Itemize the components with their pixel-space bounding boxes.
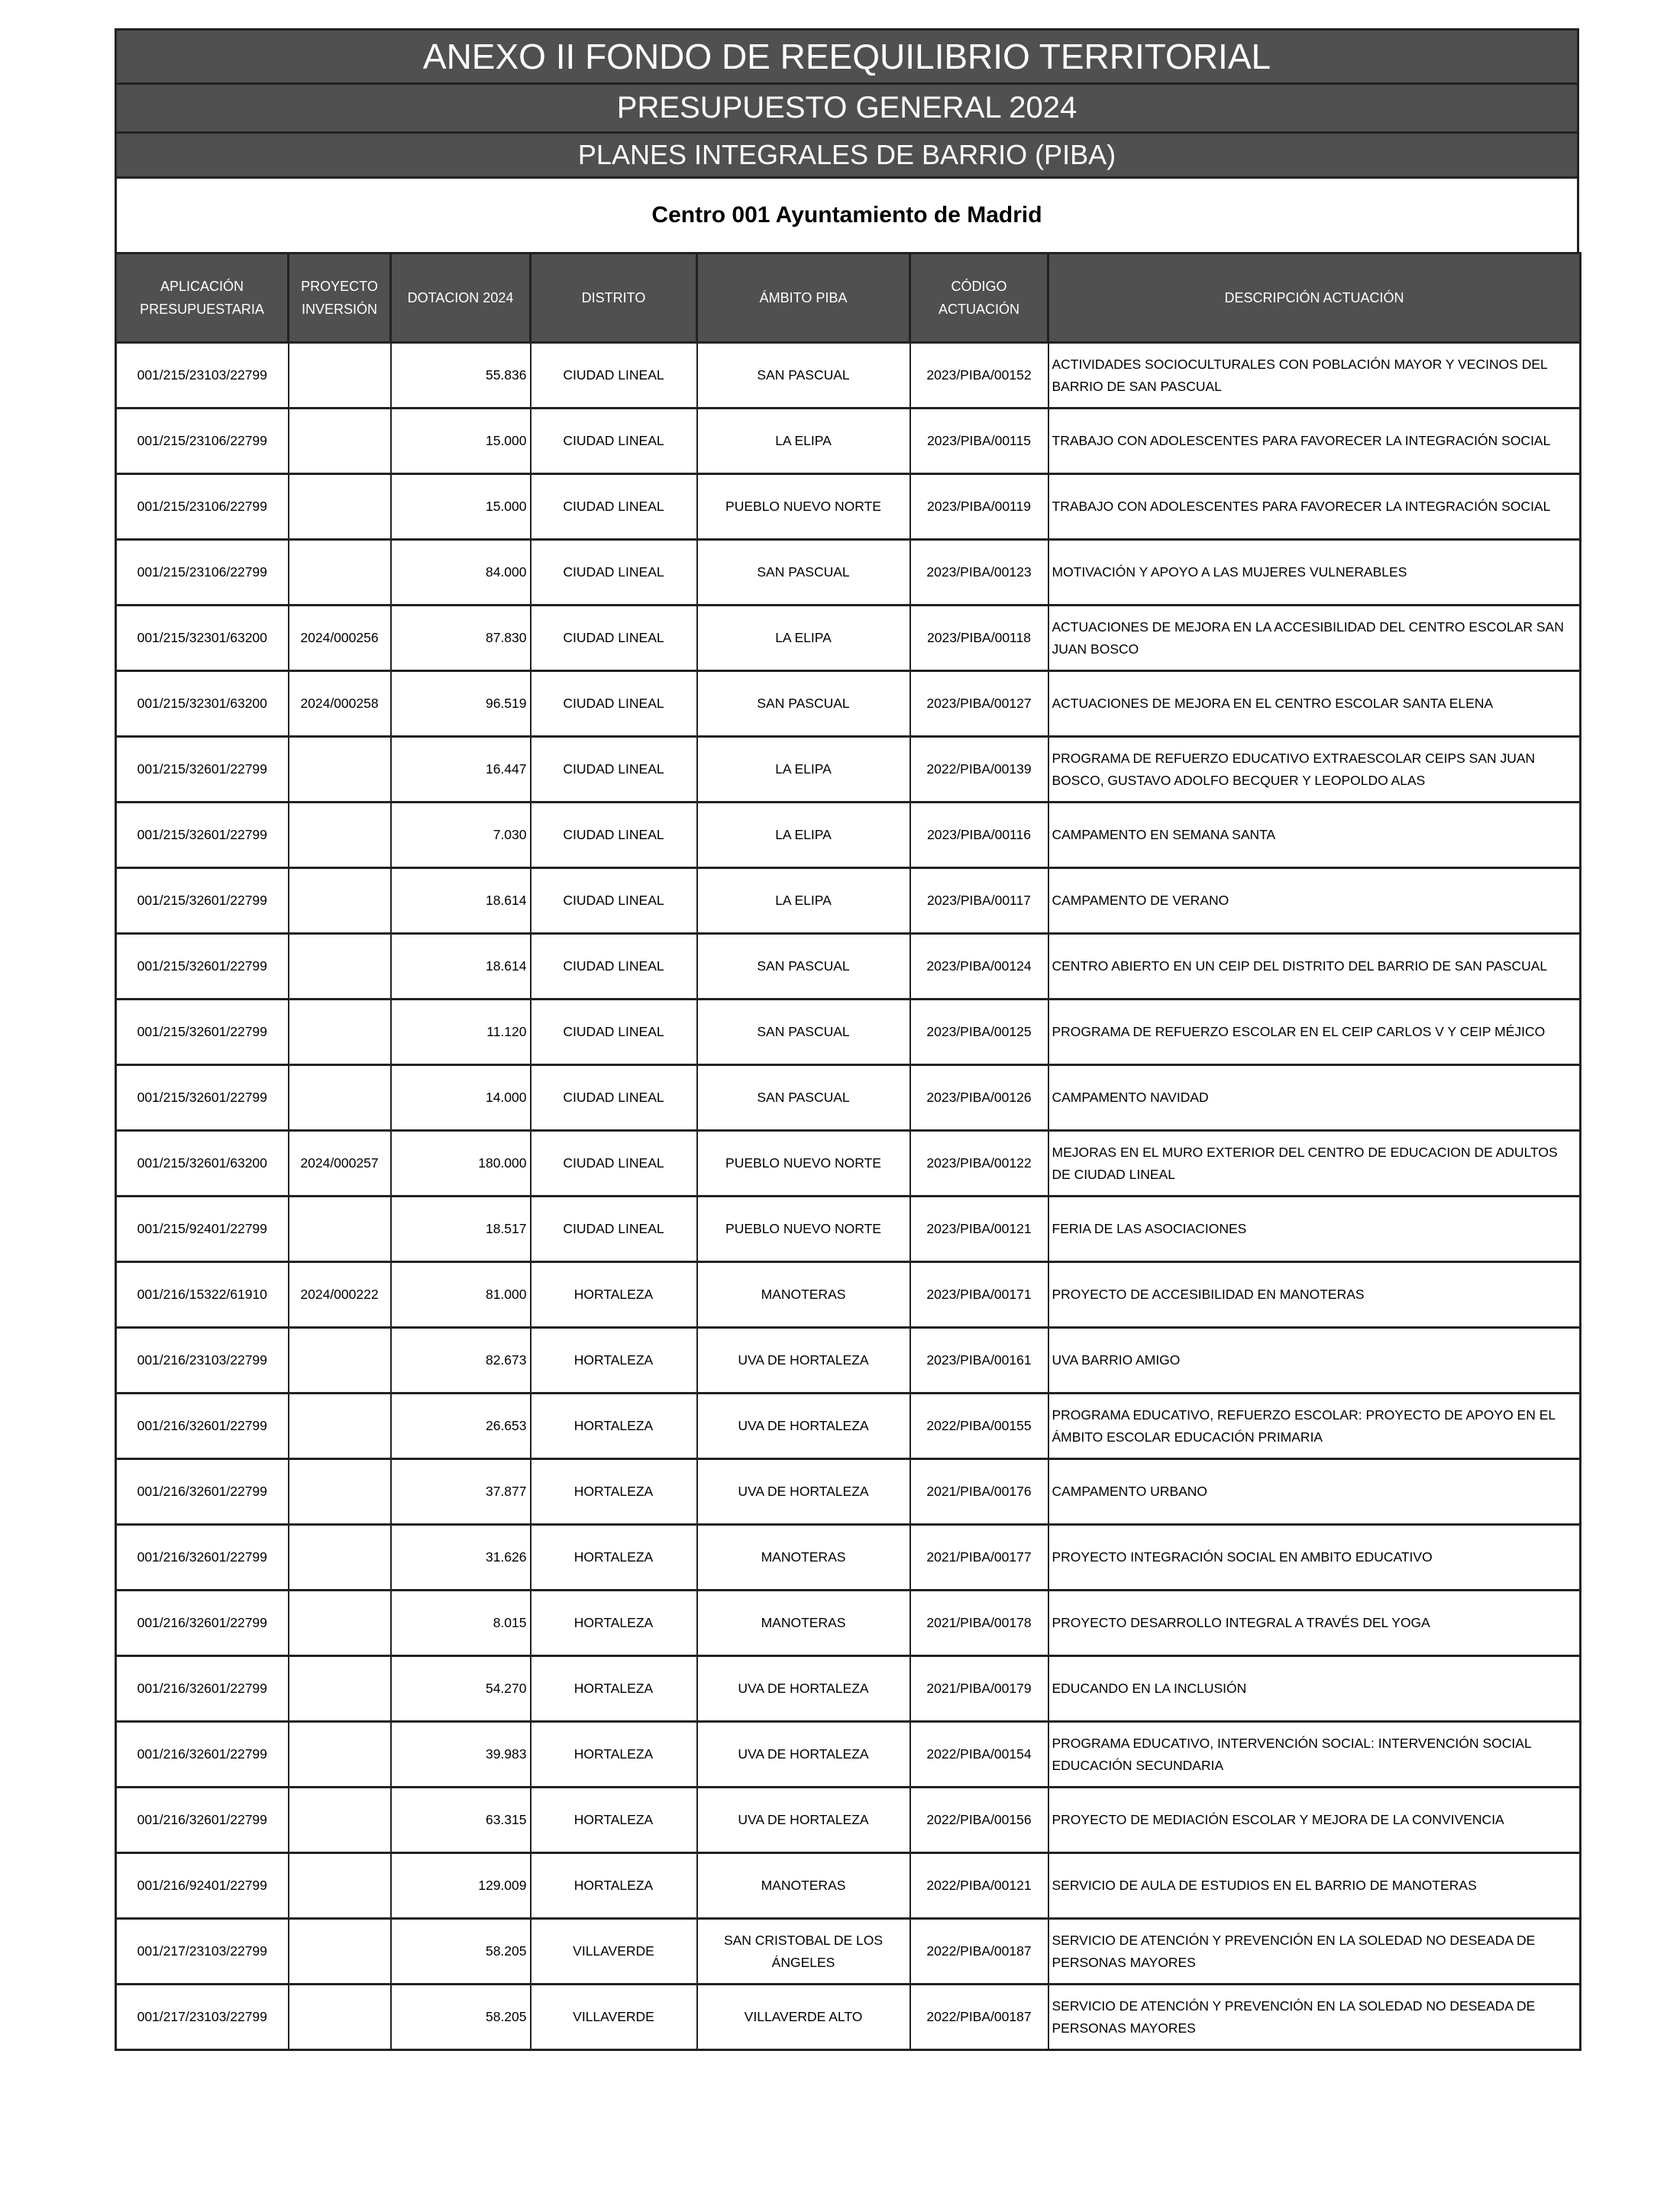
dotacion-cell: 7.030: [391, 803, 531, 868]
aplicacion-cell: 001/215/32601/22799: [116, 737, 289, 803]
dotacion-cell: 18.614: [391, 868, 531, 934]
proyecto-cell: [289, 868, 391, 934]
descripcion-cell: FERIA DE LAS ASOCIACIONES: [1048, 1197, 1581, 1262]
dotacion-cell: 55.836: [391, 343, 531, 409]
descripcion-cell: TRABAJO CON ADOLESCENTES PARA FAVORECER LA INTEGRACIÓN SOCIAL: [1048, 474, 1581, 540]
codigo-cell: 2023/PIBA/00152: [910, 343, 1048, 409]
table-header-row: [116, 254, 1581, 343]
codigo-cell: 2023/PIBA/00161: [910, 1328, 1048, 1394]
aplicacion-cell: 001/216/92401/22799: [116, 1853, 289, 1919]
codigo-cell: 2022/PIBA/00187: [910, 1985, 1048, 2050]
ambito-cell: VILLAVERDE ALTO: [697, 1985, 910, 2050]
aplicacion-cell: 001/216/32601/22799: [116, 1722, 289, 1788]
table-row: [116, 868, 1581, 934]
table-row: [116, 1722, 1581, 1788]
descripcion-cell: SERVICIO DE ATENCIÓN Y PREVENCIÓN EN LA SOLEDAD NO DESEADA DE PERSONAS MAYORES: [1048, 1919, 1581, 1985]
ambito-cell: SAN PASCUAL: [697, 343, 910, 409]
descripcion-cell: CAMPAMENTO EN SEMANA SANTA: [1048, 803, 1581, 868]
distrito-cell: CIUDAD LINEAL: [531, 737, 697, 803]
col-distrito: DISTRITO: [531, 254, 697, 343]
distrito-cell: CIUDAD LINEAL: [531, 474, 697, 540]
codigo-cell: 2023/PIBA/00171: [910, 1262, 1048, 1328]
ambito-cell: MANOTERAS: [697, 1853, 910, 1919]
col-descripcion: DESCRIPCIÓN ACTUACIÓN: [1048, 254, 1581, 343]
dotacion-cell: 129.009: [391, 1853, 531, 1919]
aplicacion-cell: 001/215/32601/63200: [116, 1131, 289, 1197]
descripcion-cell: UVA BARRIO AMIGO: [1048, 1328, 1581, 1394]
proyecto-cell: [289, 1591, 391, 1656]
table-row: [116, 1394, 1581, 1459]
distrito-cell: CIUDAD LINEAL: [531, 540, 697, 606]
descripcion-cell: CENTRO ABIERTO EN UN CEIP DEL DISTRITO DEL BARRIO DE SAN PASCUAL: [1048, 934, 1581, 1000]
proyecto-cell: [289, 1000, 391, 1065]
dotacion-cell: 11.120: [391, 1000, 531, 1065]
ambito-cell: SAN PASCUAL: [697, 1065, 910, 1131]
descripcion-cell: CAMPAMENTO NAVIDAD: [1048, 1065, 1581, 1131]
descripcion-cell: PROYECTO DESARROLLO INTEGRAL A TRAVÉS DEL YOGA: [1048, 1591, 1581, 1656]
descripcion-cell: TRABAJO CON ADOLESCENTES PARA FAVORECER LA INTEGRACIÓN SOCIAL: [1048, 409, 1581, 474]
proyecto-cell: [289, 1985, 391, 2050]
codigo-cell: 2023/PIBA/00126: [910, 1065, 1048, 1131]
ambito-cell: PUEBLO NUEVO NORTE: [697, 1197, 910, 1262]
dotacion-cell: 15.000: [391, 409, 531, 474]
table-row: [116, 1985, 1581, 2050]
codigo-cell: 2023/PIBA/00125: [910, 1000, 1048, 1065]
ambito-cell: PUEBLO NUEVO NORTE: [697, 1131, 910, 1197]
dotacion-cell: 14.000: [391, 1065, 531, 1131]
aplicacion-cell: 001/215/23106/22799: [116, 409, 289, 474]
descripcion-cell: PROYECTO DE MEDIACIÓN ESCOLAR Y MEJORA DE LA CONVIVENCIA: [1048, 1788, 1581, 1853]
descripcion-cell: PROYECTO DE ACCESIBILIDAD EN MANOTERAS: [1048, 1262, 1581, 1328]
distrito-cell: VILLAVERDE: [531, 1919, 697, 1985]
proyecto-cell: [289, 474, 391, 540]
aplicacion-cell: 001/215/23103/22799: [116, 343, 289, 409]
table-row: [116, 409, 1581, 474]
ambito-cell: UVA DE HORTALEZA: [697, 1788, 910, 1853]
descripcion-cell: EDUCANDO EN LA INCLUSIÓN: [1048, 1656, 1581, 1722]
codigo-cell: 2023/PIBA/00116: [910, 803, 1048, 868]
dotacion-cell: 87.830: [391, 606, 531, 671]
codigo-cell: 2023/PIBA/00117: [910, 868, 1048, 934]
dotacion-cell: 15.000: [391, 474, 531, 540]
table-row: [116, 1788, 1581, 1853]
dotacion-cell: 18.614: [391, 934, 531, 1000]
aplicacion-cell: 001/215/32601/22799: [116, 934, 289, 1000]
section-title: PLANES INTEGRALES DE BARRIO (PIBA): [115, 131, 1579, 176]
codigo-cell: 2022/PIBA/00155: [910, 1394, 1048, 1459]
proyecto-cell: [289, 1394, 391, 1459]
codigo-cell: 2023/PIBA/00121: [910, 1197, 1048, 1262]
descripcion-cell: CAMPAMENTO URBANO: [1048, 1459, 1581, 1525]
distrito-cell: VILLAVERDE: [531, 1985, 697, 2050]
budget-table: [115, 252, 1581, 2051]
proyecto-cell: [289, 1788, 391, 1853]
proyecto-cell: 2024/000222: [289, 1262, 391, 1328]
aplicacion-cell: 001/216/32601/22799: [116, 1656, 289, 1722]
dotacion-cell: 18.517: [391, 1197, 531, 1262]
codigo-cell: 2023/PIBA/00122: [910, 1131, 1048, 1197]
codigo-cell: 2023/PIBA/00123: [910, 540, 1048, 606]
proyecto-cell: [289, 1722, 391, 1788]
distrito-cell: HORTALEZA: [531, 1722, 697, 1788]
descripcion-cell: PROGRAMA DE REFUERZO EDUCATIVO EXTRAESCOLAR CEIPS SAN JUAN BOSCO, GUSTAVO ADOLFO BECQUER Y LEOPOLDO ALAS: [1048, 737, 1581, 803]
dotacion-cell: 58.205: [391, 1985, 531, 2050]
aplicacion-cell: 001/215/32601/22799: [116, 803, 289, 868]
descripcion-cell: ACTIVIDADES SOCIOCULTURALES CON POBLACIÓN MAYOR Y VECINOS DEL BARRIO DE SAN PASCUAL: [1048, 343, 1581, 409]
table-row: [116, 1853, 1581, 1919]
table-row: [116, 1525, 1581, 1591]
proyecto-cell: 2024/000256: [289, 606, 391, 671]
distrito-cell: CIUDAD LINEAL: [531, 803, 697, 868]
table-body: [116, 343, 1581, 2050]
ambito-cell: UVA DE HORTALEZA: [697, 1459, 910, 1525]
ambito-cell: SAN CRISTOBAL DE LOS ÁNGELES: [697, 1919, 910, 1985]
dotacion-cell: 8.015: [391, 1591, 531, 1656]
aplicacion-cell: 001/216/32601/22799: [116, 1788, 289, 1853]
codigo-cell: 2023/PIBA/00119: [910, 474, 1048, 540]
descripcion-cell: SERVICIO DE ATENCIÓN Y PREVENCIÓN EN LA SOLEDAD NO DESEADA DE PERSONAS MAYORES: [1048, 1985, 1581, 2050]
ambito-cell: PUEBLO NUEVO NORTE: [697, 474, 910, 540]
table-row: [116, 540, 1581, 606]
table-row: [116, 1591, 1581, 1656]
distrito-cell: HORTALEZA: [531, 1525, 697, 1591]
proyecto-cell: [289, 409, 391, 474]
proyecto-cell: [289, 1328, 391, 1394]
table-row: [116, 1459, 1581, 1525]
distrito-cell: HORTALEZA: [531, 1656, 697, 1722]
ambito-cell: UVA DE HORTALEZA: [697, 1722, 910, 1788]
codigo-cell: 2023/PIBA/00124: [910, 934, 1048, 1000]
document-title: ANEXO II FONDO DE REEQUILIBRIO TERRITORIAL: [115, 28, 1579, 82]
aplicacion-cell: 001/217/23103/22799: [116, 1919, 289, 1985]
distrito-cell: CIUDAD LINEAL: [531, 934, 697, 1000]
dotacion-cell: 31.626: [391, 1525, 531, 1591]
table-row: [116, 606, 1581, 671]
distrito-cell: CIUDAD LINEAL: [531, 1131, 697, 1197]
aplicacion-cell: 001/216/23103/22799: [116, 1328, 289, 1394]
dotacion-cell: 54.270: [391, 1656, 531, 1722]
descripcion-cell: ACTUACIONES DE MEJORA EN LA ACCESIBILIDAD DEL CENTRO ESCOLAR SAN JUAN BOSCO: [1048, 606, 1581, 671]
col-dotacion: DOTACION 2024: [391, 254, 531, 343]
distrito-cell: HORTALEZA: [531, 1853, 697, 1919]
codigo-cell: 2021/PIBA/00178: [910, 1591, 1048, 1656]
table-row: [116, 1656, 1581, 1722]
dotacion-cell: 81.000: [391, 1262, 531, 1328]
descripcion-cell: CAMPAMENTO DE VERANO: [1048, 868, 1581, 934]
distrito-cell: CIUDAD LINEAL: [531, 868, 697, 934]
distrito-cell: CIUDAD LINEAL: [531, 606, 697, 671]
aplicacion-cell: 001/215/92401/22799: [116, 1197, 289, 1262]
distrito-cell: HORTALEZA: [531, 1328, 697, 1394]
proyecto-cell: [289, 1065, 391, 1131]
aplicacion-cell: 001/215/32601/22799: [116, 1000, 289, 1065]
codigo-cell: 2022/PIBA/00139: [910, 737, 1048, 803]
centro-heading: Centro 001 Ayuntamiento de Madrid: [115, 176, 1579, 252]
col-aplicacion: APLICACIÓN PRESUPUESTARIA: [116, 254, 289, 343]
document: [115, 28, 1579, 2051]
descripcion-cell: PROGRAMA DE REFUERZO ESCOLAR EN EL CEIP CARLOS V Y CEIP MÉJICO: [1048, 1000, 1581, 1065]
proyecto-cell: [289, 737, 391, 803]
table-row: [116, 737, 1581, 803]
proyecto-cell: [289, 1459, 391, 1525]
aplicacion-cell: 001/216/32601/22799: [116, 1394, 289, 1459]
distrito-cell: CIUDAD LINEAL: [531, 1065, 697, 1131]
descripcion-cell: MEJORAS EN EL MURO EXTERIOR DEL CENTRO DE EDUCACION DE ADULTOS DE CIUDAD LINEAL: [1048, 1131, 1581, 1197]
proyecto-cell: [289, 1853, 391, 1919]
proyecto-cell: 2024/000257: [289, 1131, 391, 1197]
aplicacion-cell: 001/215/32601/22799: [116, 1065, 289, 1131]
ambito-cell: UVA DE HORTALEZA: [697, 1656, 910, 1722]
table-row: [116, 803, 1581, 868]
col-proyecto: PROYECTO INVERSIÓN: [289, 254, 391, 343]
aplicacion-cell: 001/215/32601/22799: [116, 868, 289, 934]
dotacion-cell: 58.205: [391, 1919, 531, 1985]
ambito-cell: MANOTERAS: [697, 1591, 910, 1656]
descripcion-cell: MOTIVACIÓN Y APOYO A LAS MUJERES VULNERABLES: [1048, 540, 1581, 606]
ambito-cell: MANOTERAS: [697, 1262, 910, 1328]
proyecto-cell: [289, 1919, 391, 1985]
proyecto-cell: [289, 343, 391, 409]
descripcion-cell: SERVICIO DE AULA DE ESTUDIOS EN EL BARRIO DE MANOTERAS: [1048, 1853, 1581, 1919]
dotacion-cell: 84.000: [391, 540, 531, 606]
distrito-cell: CIUDAD LINEAL: [531, 409, 697, 474]
table-row: [116, 1131, 1581, 1197]
descripcion-cell: PROGRAMA EDUCATIVO, INTERVENCIÓN SOCIAL: INTERVENCIÓN SOCIAL EDUCACIÓN SECUNDARIA: [1048, 1722, 1581, 1788]
aplicacion-cell: 001/215/32301/63200: [116, 606, 289, 671]
codigo-cell: 2021/PIBA/00179: [910, 1656, 1048, 1722]
distrito-cell: HORTALEZA: [531, 1459, 697, 1525]
col-codigo: CÓDIGO ACTUACIÓN: [910, 254, 1048, 343]
document-subtitle: PRESUPUESTO GENERAL 2024: [115, 82, 1579, 131]
codigo-cell: 2022/PIBA/00187: [910, 1919, 1048, 1985]
table-row: [116, 343, 1581, 409]
ambito-cell: LA ELIPA: [697, 409, 910, 474]
aplicacion-cell: 001/216/32601/22799: [116, 1459, 289, 1525]
dotacion-cell: 180.000: [391, 1131, 531, 1197]
ambito-cell: SAN PASCUAL: [697, 540, 910, 606]
dotacion-cell: 16.447: [391, 737, 531, 803]
distrito-cell: CIUDAD LINEAL: [531, 671, 697, 737]
codigo-cell: 2023/PIBA/00127: [910, 671, 1048, 737]
dotacion-cell: 96.519: [391, 671, 531, 737]
proyecto-cell: 2024/000258: [289, 671, 391, 737]
distrito-cell: HORTALEZA: [531, 1591, 697, 1656]
dotacion-cell: 37.877: [391, 1459, 531, 1525]
aplicacion-cell: 001/215/23106/22799: [116, 540, 289, 606]
codigo-cell: 2023/PIBA/00118: [910, 606, 1048, 671]
codigo-cell: 2021/PIBA/00176: [910, 1459, 1048, 1525]
aplicacion-cell: 001/215/23106/22799: [116, 474, 289, 540]
codigo-cell: 2022/PIBA/00154: [910, 1722, 1048, 1788]
dotacion-cell: 63.315: [391, 1788, 531, 1853]
dotacion-cell: 39.983: [391, 1722, 531, 1788]
ambito-cell: UVA DE HORTALEZA: [697, 1328, 910, 1394]
ambito-cell: MANOTERAS: [697, 1525, 910, 1591]
codigo-cell: 2022/PIBA/00121: [910, 1853, 1048, 1919]
codigo-cell: 2022/PIBA/00156: [910, 1788, 1048, 1853]
aplicacion-cell: 001/216/15322/61910: [116, 1262, 289, 1328]
descripcion-cell: PROGRAMA EDUCATIVO, REFUERZO ESCOLAR: PROYECTO DE APOYO EN EL ÁMBITO ESCOLAR EDUCACIÓN PRIMARIA: [1048, 1394, 1581, 1459]
ambito-cell: SAN PASCUAL: [697, 1000, 910, 1065]
proyecto-cell: [289, 934, 391, 1000]
proyecto-cell: [289, 1656, 391, 1722]
aplicacion-cell: 001/216/32601/22799: [116, 1525, 289, 1591]
ambito-cell: LA ELIPA: [697, 606, 910, 671]
distrito-cell: HORTALEZA: [531, 1262, 697, 1328]
distrito-cell: CIUDAD LINEAL: [531, 343, 697, 409]
ambito-cell: SAN PASCUAL: [697, 671, 910, 737]
aplicacion-cell: 001/216/32601/22799: [116, 1591, 289, 1656]
descripcion-cell: ACTUACIONES DE MEJORA EN EL CENTRO ESCOLAR SANTA ELENA: [1048, 671, 1581, 737]
proyecto-cell: [289, 1197, 391, 1262]
table-row: [116, 1000, 1581, 1065]
distrito-cell: HORTALEZA: [531, 1788, 697, 1853]
proyecto-cell: [289, 1525, 391, 1591]
ambito-cell: LA ELIPA: [697, 868, 910, 934]
proyecto-cell: [289, 803, 391, 868]
table-row: [116, 474, 1581, 540]
ambito-cell: UVA DE HORTALEZA: [697, 1394, 910, 1459]
descripcion-cell: PROYECTO INTEGRACIÓN SOCIAL EN AMBITO EDUCATIVO: [1048, 1525, 1581, 1591]
dotacion-cell: 26.653: [391, 1394, 531, 1459]
table-row: [116, 934, 1581, 1000]
dotacion-cell: 82.673: [391, 1328, 531, 1394]
aplicacion-cell: 001/217/23103/22799: [116, 1985, 289, 2050]
table-row: [116, 1262, 1581, 1328]
col-ambito: ÁMBITO PIBA: [697, 254, 910, 343]
distrito-cell: CIUDAD LINEAL: [531, 1000, 697, 1065]
distrito-cell: HORTALEZA: [531, 1394, 697, 1459]
table-row: [116, 1197, 1581, 1262]
distrito-cell: CIUDAD LINEAL: [531, 1197, 697, 1262]
table-row: [116, 1328, 1581, 1394]
proyecto-cell: [289, 540, 391, 606]
ambito-cell: LA ELIPA: [697, 737, 910, 803]
ambito-cell: LA ELIPA: [697, 803, 910, 868]
table-row: [116, 1919, 1581, 1985]
ambito-cell: SAN PASCUAL: [697, 934, 910, 1000]
table-row: [116, 1065, 1581, 1131]
codigo-cell: 2023/PIBA/00115: [910, 409, 1048, 474]
table-row: [116, 671, 1581, 737]
aplicacion-cell: 001/215/32301/63200: [116, 671, 289, 737]
codigo-cell: 2021/PIBA/00177: [910, 1525, 1048, 1591]
